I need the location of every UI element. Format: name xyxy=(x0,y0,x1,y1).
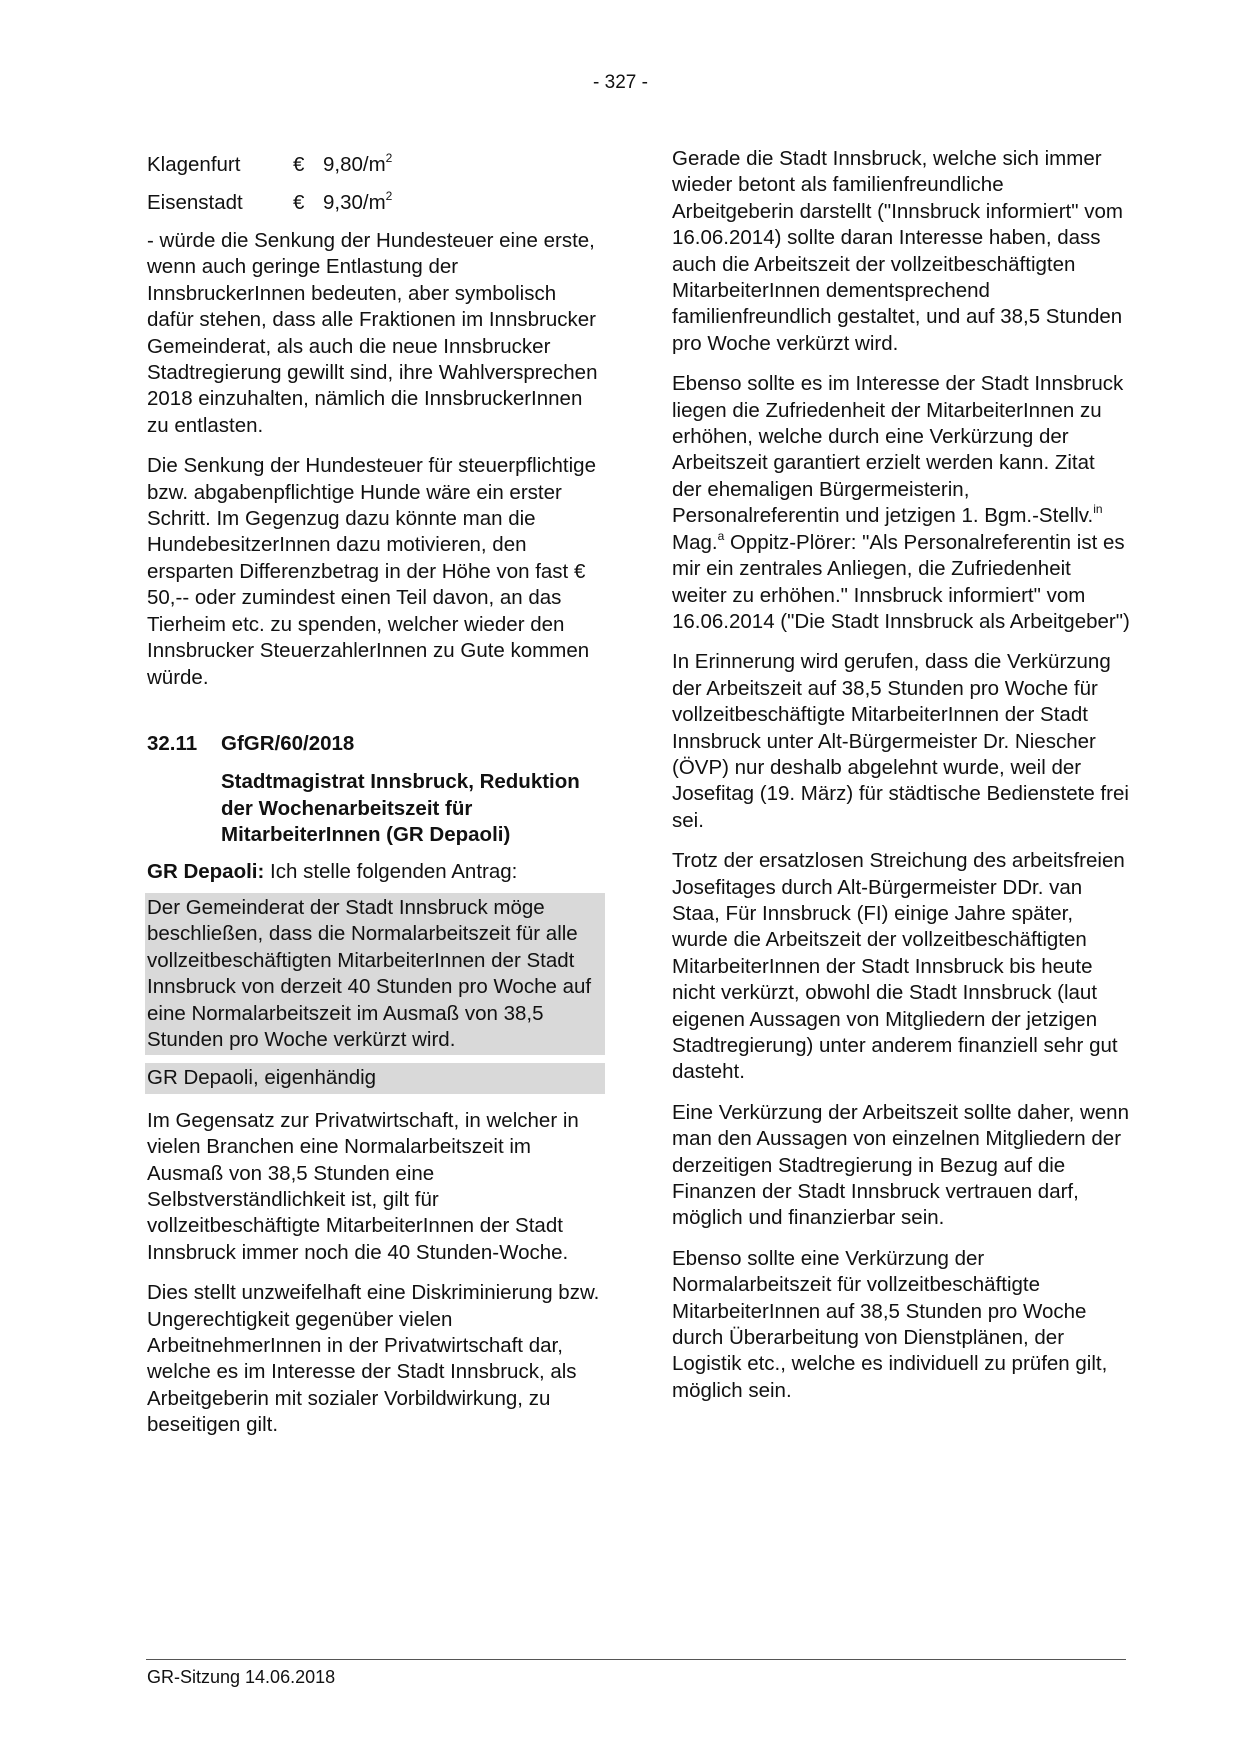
paragraph: Ebenso sollte es im Interesse der Stadt Innsbruck liegen die Zufriedenheit der MitarbeiterInnen zu erhöhen, welche durch eine Verkürzung der Arbeitszeit garantiert erzielt werden kann. Zitat der ehemaligen Bürgermeisterin, Personalreferentin und jetzigen 1. Bgm.-Stellv.$^{in}$ Mag.$^a$ Oppitz-Plörer: "Als Personalreferentin ist es mir ein zentrales Anliegen, die Zufriedenheit weiter zu erhöhen." Innsbruck informiert" vom 16.06.2014 ("Die Stadt Innsbruck als Arbeitgeber") xyxy=(672,372,1130,633)
paragraph: Im Gegensatz zur Privatwirtschaft, in welcher in vielen Branchen eine Normalarbeitszeit im Ausmaß von 38,5 Stunden eine Selbstverständlichkeit ist, gilt für vollzeitbeschäftigte MitarbeiterInnen der Stadt Innsbruck immer noch die 40 Stunden-Woche. xyxy=(147,1108,579,1264)
price-currency: € xyxy=(293,152,305,176)
section-heading xyxy=(147,731,605,757)
section-title: Stadtmagistrat Innsbruck, Reduktion der Wochenarbeitszeit für MitarbeiterInnen (GR Depaoli) xyxy=(221,770,580,847)
price-row-klagenfurt xyxy=(147,146,605,184)
section-code: GfGR/60/2018 xyxy=(221,731,355,755)
speaker-name: GR Depaoli: xyxy=(147,859,265,883)
price-value: $9,80/m^2$ xyxy=(323,150,393,176)
section-number: 32.11 xyxy=(147,731,198,755)
motion-signature: GR Depaoli, eigenhändig xyxy=(145,1063,605,1093)
paragraph: Die Senkung der Hundesteuer für steuerpflichtige bzw. abgabenpflichtige Hunde wäre ein erster Schritt. Im Gegenzug dazu könnte man die HundebesitzerInnen dazu motivieren, den ersparten Differenzbetrag in der Höhe von fast € 50,-- oder zumindest einen Teil davon, an das Tierheim etc. zu spenden, welcher wieder den Innsbrucker SteuerzahlerInnen zu Gute kommen würde. xyxy=(147,454,596,689)
footer-divider xyxy=(146,1659,1126,1660)
page-number: - 327 - xyxy=(593,72,648,93)
price-city: Eisenstadt xyxy=(147,190,243,214)
footer-text: GR-Sitzung 14.06.2018 xyxy=(147,1667,336,1687)
price-value: $9,30/m^2$ xyxy=(323,188,393,214)
paragraph: In Erinnerung wird gerufen, dass die Verkürzung der Arbeitszeit auf 38,5 Stunden pro Woche für vollzeitbeschäftigte MitarbeiterInnen der Stadt Innsbruck unter Alt-Bürgermeister Dr. Niescher (ÖVP) nur deshalb abgelehnt wurde, weil der Josefitag (19. März) für städtische Bedienstete frei sei. xyxy=(672,650,1129,832)
paragraph: - würde die Senkung der Hundesteuer eine erste, wenn auch geringe Entlastung der InnsbruckerInnen bedeuten, aber symbolisch dafür stehen, dass alle Fraktionen im Innsbrucker Gemeinderat, als auch die neue Innsbrucker Stadtregierung gewillt sind, ihre Wahlversprechen 2018 einzuhalten, nämlich die InnsbruckerInnen zu entlasten. xyxy=(147,229,598,437)
price-row-eisenstadt xyxy=(147,184,605,222)
left-column xyxy=(147,146,605,1453)
speaker-text: Ich stelle folgenden Antrag: xyxy=(264,859,518,883)
price-currency: € xyxy=(293,190,305,214)
price-city: Klagenfurt xyxy=(147,152,241,176)
paragraph: Eine Verkürzung der Arbeitszeit sollte daher, wenn man den Aussagen von einzelnen Mitgliedern der derzeitigen Stadtregierung in Bezug auf die Finanzen der Stadt Innsbruck vertrauen darf, möglich und finanzierbar sein. xyxy=(672,1100,1129,1230)
paragraph: Dies stellt unzweifelhaft eine Diskriminierung bzw. Ungerechtigkeit gegenüber vielen ArbeitnehmerInnen in der Privatwirtschaft dar, welche es im Interesse der Stadt Innsbruck, als Arbeitgeberin mit sozialer Vorbildwirkung, zu beseitigen gilt. xyxy=(147,1281,600,1437)
paragraph: Gerade die Stadt Innsbruck, welche sich immer wieder betont als familienfreundliche Arbeitgeberin darstellt ("Innsbruck informiert" vom 16.06.2014) sollte daran Interesse haben, dass auch die Arbeitszeit der vollzeitbeschäftigten MitarbeiterInnen dementsprechend familienfreundlich gestaltet, und auf 38,5 Stunden pro Woche verkürzt wird. xyxy=(672,147,1123,355)
paragraph: Trotz der ersatzlosen Streichung des arbeitsfreien Josefitages durch Alt-Bürgermeister DDr. van Staa, Für Innsbruck (FI) einige Jahre später, wurde die Arbeitszeit der vollzeitbeschäftigten MitarbeiterInnen der Stadt Innsbruck bis heute nicht verkürzt, obwohl die Stadt Innsbruck (laut eigenen Aussagen von Mitgliedern der jetzigen Stadtregierung) unter anderem finanziell sehr gut dasteht. xyxy=(672,849,1125,1084)
right-column xyxy=(672,146,1130,1418)
paragraph: Ebenso sollte eine Verkürzung der Normalarbeitszeit für vollzeitbeschäftigte MitarbeiterInnen auf 38,5 Stunden pro Woche durch Überarbeitung von Dienstplänen, der Logistik etc., welche es individuell zu prüfen gilt, möglich sein. xyxy=(672,1246,1108,1402)
speaker-line xyxy=(147,859,605,885)
motion-text: Der Gemeinderat der Stadt Innsbruck möge beschließen, dass die Normalarbeitszeit für alle vollzeitbeschäftigten MitarbeiterInnen der Stadt Innsbruck von derzeit 40 Stunden pro Woche auf eine Normalarbeitszeit im Ausmaß von 38,5 Stunden pro Woche verkürzt wird. xyxy=(145,893,605,1055)
